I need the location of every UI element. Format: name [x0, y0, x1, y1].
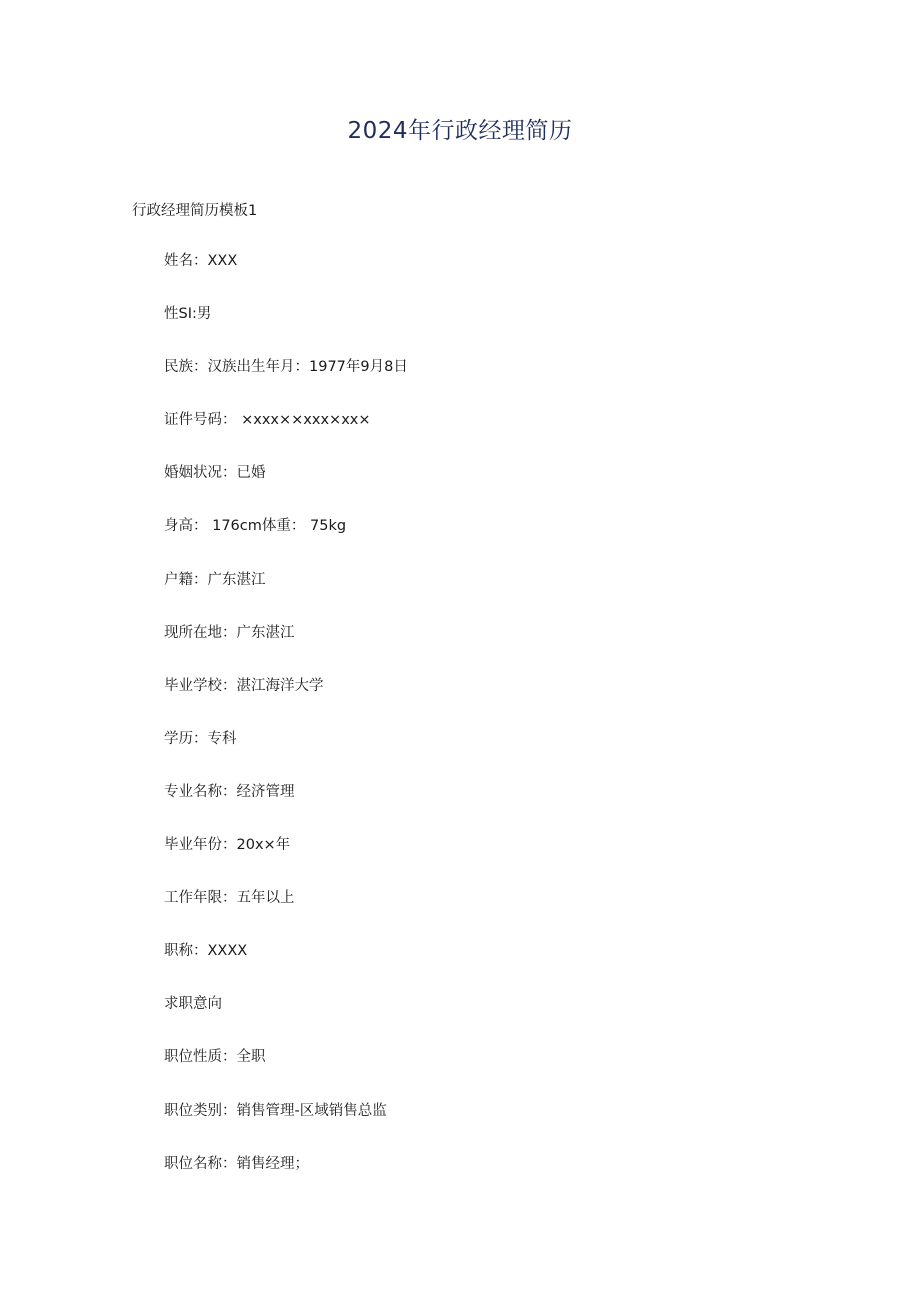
- resume-field-list: [164, 252, 408, 1208]
- field-current-location: 现所在地：广东湛江: [164, 624, 295, 641]
- field-graduation-year: 毕业年份：20x×年: [164, 837, 291, 854]
- field-ethnicity-birthdate: 民族：汉族出生年月：1977年9月8日: [164, 359, 408, 376]
- field-marital-status: 婚姻状况：已婚: [164, 465, 266, 482]
- field-major: 专业名称：经济管理: [164, 783, 295, 800]
- field-work-years: 工作年限：五年以上: [164, 890, 295, 907]
- field-gender: 性SI:男: [164, 306, 212, 323]
- field-graduate-school: 毕业学校：湛江海洋大学: [164, 677, 324, 694]
- field-name: 姓名：XXX: [164, 253, 238, 269]
- field-height-weight: 身高： 176cm体重： 75kg: [164, 518, 347, 535]
- field-id-number: 证件号码： ×xxx××xxx×xx×: [164, 412, 371, 429]
- section-heading: 行政经理简历模板1: [132, 203, 258, 219]
- field-position-name: 职位名称：销售经理；: [164, 1155, 309, 1172]
- document-title: 2024年行政经理简历: [347, 118, 573, 144]
- field-job-title: 职称：XXXX: [164, 943, 248, 960]
- field-job-nature: 职位性质：全职: [164, 1049, 266, 1066]
- field-education: 学历：专科: [164, 730, 237, 747]
- field-job-category: 职位类别：销售管理-区域销售总监: [164, 1102, 387, 1119]
- job-intention-heading: 求职意向: [164, 996, 222, 1013]
- field-household-registration: 户籍：广东湛江: [164, 571, 266, 588]
